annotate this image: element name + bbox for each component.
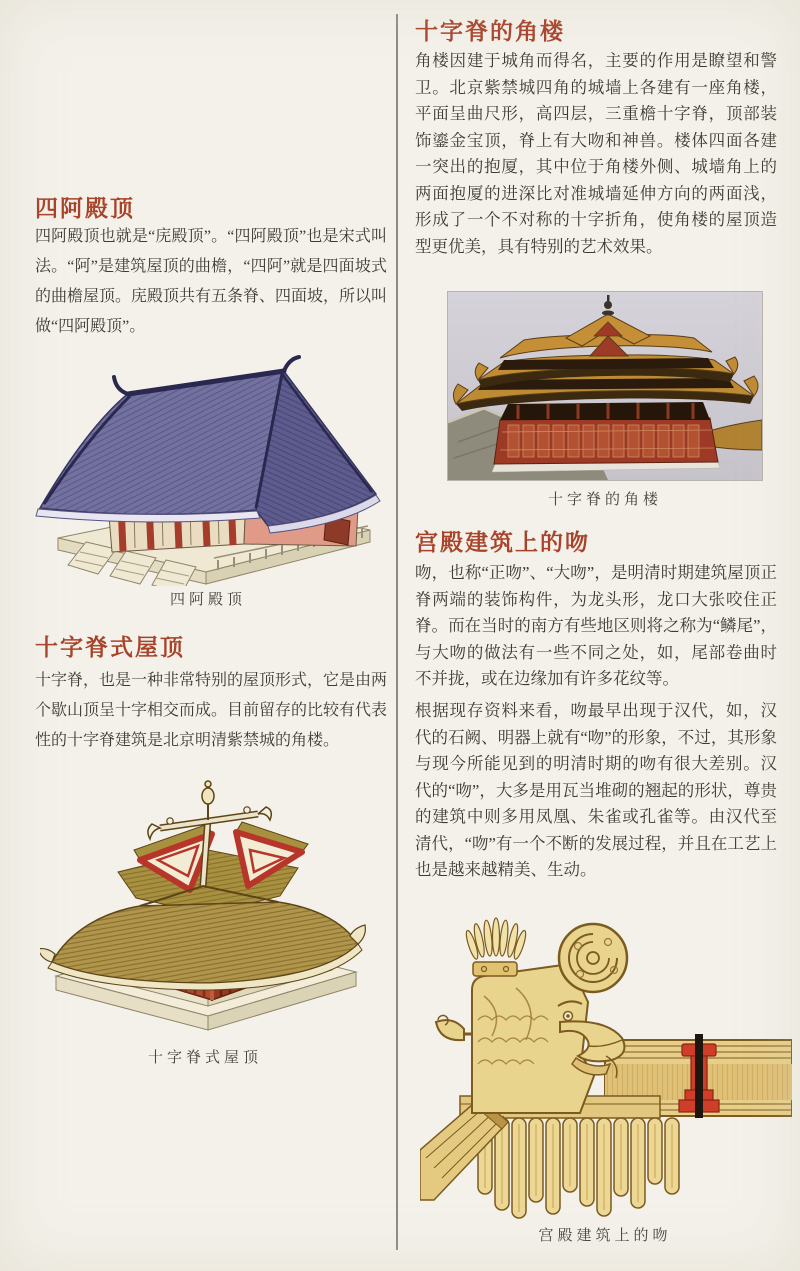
section-heading-hip-roof: 四阿殿顶	[35, 195, 135, 221]
crown-ornament	[464, 918, 528, 976]
upper-roof	[118, 781, 308, 914]
corner-tower-paragraph: 角楼因建于城角而得名，主要的作用是瞭望和警卫。北京紫禁城四角的城墙上各建有一座角楼，平面呈曲尺形，高四层，三重檐十字脊，顶部装饰鎏金宝顶，脊上有大吻和神兽。楼体四面各建一突出的抱厦，其中位于角楼外侧、城墙角上的两面抱厦的进深比对准城墙延伸方向的两面浅，形成了一个不对称的十字折角，使角楼的屋顶造型更优美，具有特别的艺术效果。	[415, 51, 777, 256]
section-heading-palace-chiwen: 宫殿建筑上的吻	[415, 529, 590, 555]
chiwen-paragraph-2: 根据现存资料来看，吻最早出现于汉代，如，汉代的石阙、明器上就有“吻”的形象，不过，其形象与现今所能见到的明清时期的吻有很大差别。汉代的“吻”，大多是用瓦当堆砌的翘起的形状，尊贵的建筑中则多用凤凰、朱雀或孔雀等。由汉代至清代，“吻”有一个不断的发展过程，并且在工艺上也是越来越精美、生动。	[415, 701, 777, 879]
hip-roof-figure	[28, 346, 388, 608]
photo-caption: 十字脊的角楼	[547, 492, 662, 508]
dragon-ornament-illustration	[420, 898, 792, 1220]
section-heading-corner-tower: 十字脊的角楼	[415, 18, 565, 44]
column-divider	[396, 14, 398, 1250]
dragon-tail-curl	[559, 924, 627, 992]
figure-caption: 四阿殿顶	[169, 592, 246, 608]
hip-roof	[36, 357, 380, 533]
cross-ridge-roof-illustration	[40, 764, 370, 1042]
section-heading-cross-ridge-roof: 十字脊式屋顶	[35, 634, 185, 660]
corner-tower-photo	[448, 292, 762, 480]
hip-roof-illustration	[28, 346, 388, 586]
chiwen-figure	[420, 898, 792, 1244]
chiwen-paragraph-1: 吻，也称“正吻”、“大吻”，是明清时期建筑屋顶正脊两端的装饰构件，为龙头形，龙口大张咬住正脊。而在当时的南方有些地区则将之称为“鳞尾”，与大吻的做法有一些不同之处，如，尾部卷曲时不并拢，或在边缘加有许多花纹等。	[415, 563, 777, 688]
ridge-tiles	[478, 1118, 679, 1218]
figure-caption: 十字脊式屋顶	[147, 1050, 262, 1066]
cross-ridge-paragraph: 十字脊，也是一种非常特别的屋顶形式，它是由两个歇山顶呈十字相交而成。目前留存的比较有代表性的十字脊建筑是北京明清紫禁城的角楼。	[35, 672, 388, 749]
cross-ridge-figure	[40, 764, 370, 1066]
hip-roof-paragraph: 四阿殿顶也就是“庑殿顶”。“四阿殿顶”也是宋式叫法。“阿”是建筑屋顶的曲檐，“四阿”就是四面坡式的曲檐屋顶。庑殿顶共有五条脊、四面坡，所以叫做“四阿殿顶”。	[35, 228, 388, 335]
hook-ornament	[436, 1015, 472, 1040]
corner-tower-photo-figure	[448, 292, 762, 508]
figure-caption: 宫殿建筑上的吻	[538, 1228, 672, 1244]
